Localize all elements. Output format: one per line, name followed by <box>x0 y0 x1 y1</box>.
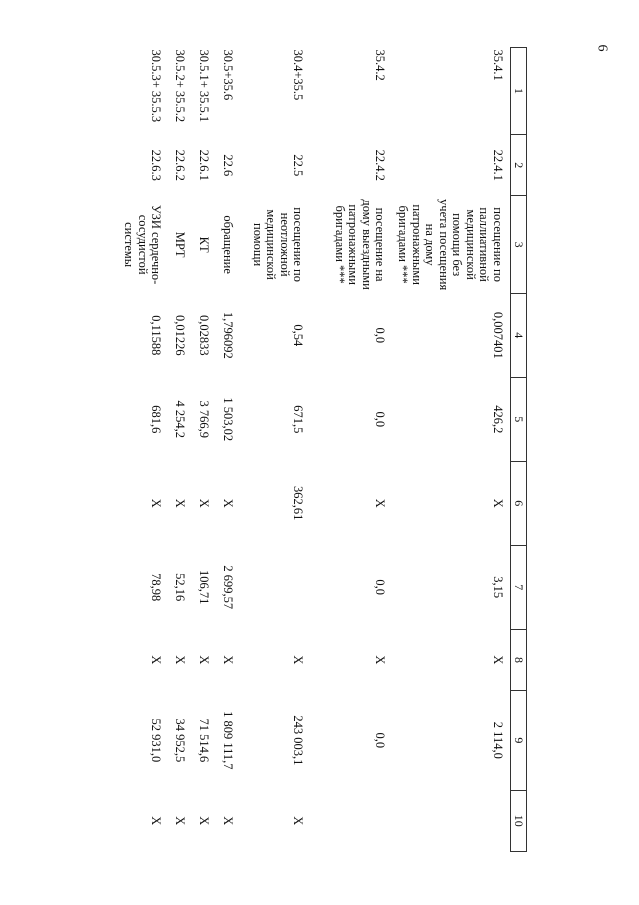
table-cell-c8: X <box>197 655 212 665</box>
table-cell-c9: 52 931,0 <box>149 718 164 763</box>
table-cell-c5: 3 766,9 <box>197 400 212 438</box>
rotated-table-container <box>107 47 527 852</box>
table-cell-c5: 681,6 <box>149 405 164 434</box>
table-row <box>393 48 511 852</box>
table-cell-c6: X <box>149 498 164 508</box>
table-cell-c10: X <box>149 816 164 826</box>
table-header-row <box>511 48 527 852</box>
page-number: 6 <box>594 44 610 52</box>
table-cell-c4: 0,007401 <box>491 311 505 359</box>
table-cell-c1: 30.5.3+ 35.5.3 <box>149 49 164 123</box>
table-cell-c9: 0,0 <box>373 732 388 749</box>
table-cell-c10: X <box>197 816 212 826</box>
table-cell-c8: X <box>491 655 505 665</box>
table-cell-c5: 671,5 <box>291 405 306 434</box>
table-row <box>169 48 193 852</box>
table-cell-c9: 2 114,0 <box>491 721 505 759</box>
table-cell-c5: 4 254,2 <box>173 400 188 438</box>
table-row <box>241 48 311 852</box>
table-cell-c7: 3,15 <box>491 576 505 599</box>
table-cell-c7: 2 699,57 <box>221 565 236 610</box>
table-cell-c7 <box>241 545 311 629</box>
header-cell: 6 <box>511 461 527 545</box>
table-cell-c3: МРТ <box>173 231 188 258</box>
header-cell: 5 <box>511 377 527 461</box>
table-cell-c2: 22.6.1 <box>197 149 212 181</box>
table-cell-c6: X <box>221 498 236 508</box>
header-cell: 3 <box>511 196 527 293</box>
table-cell-c1: 30.4+35.5 <box>291 49 306 101</box>
header-cell: 7 <box>511 545 527 629</box>
table-cell-c9: 34 952,5 <box>173 718 188 763</box>
table-row <box>311 48 393 852</box>
header-cell: 2 <box>511 135 527 196</box>
header-cell: 8 <box>511 629 527 690</box>
table-cell-c3: посещение на дому выездными патронажными бригадами *** <box>333 199 388 290</box>
table-cell-c6: X <box>373 498 388 508</box>
table-cell-c10: X <box>173 816 188 826</box>
header-cell: 10 <box>511 790 527 852</box>
table-cell-c3: посещение по паллиативной медицинской помощи без учета посещения на дому патронажными бригадами *** <box>396 199 505 291</box>
table-cell-c4: 1,796092 <box>221 311 236 359</box>
table-cell-c3: обращение <box>221 215 236 274</box>
table-cell-c7: 78,98 <box>149 573 164 602</box>
table-cell-c9: 71 514,6 <box>197 718 212 763</box>
table-cell-c3: КТ <box>197 236 212 253</box>
table-cell-c2: 22.6 <box>221 154 236 177</box>
table-cell-c7: 0,0 <box>373 579 388 596</box>
table-cell-c9: 243 003,1 <box>291 715 306 766</box>
table-cell-c10: X <box>291 816 306 826</box>
table-cell-c8: X <box>291 655 306 665</box>
table-cell-c3: посещение по неотложной медицинской помощи <box>251 207 306 282</box>
table-cell-c2: 22.6.2 <box>173 149 188 181</box>
table-cell-c3: УЗИ сердечно-сосудистой системы <box>122 204 164 285</box>
table-cell-c4: 0,54 <box>291 324 306 347</box>
table-cell-c4: 0,0 <box>373 327 388 344</box>
table-row <box>193 48 217 852</box>
table-cell-c8: X <box>373 655 388 665</box>
table-cell-c2: 22.4.1 <box>491 149 505 181</box>
table-cell-c4: 0,01226 <box>173 314 188 356</box>
table-cell-c2: 22.5 <box>291 154 306 177</box>
table-cell-c10 <box>311 790 393 852</box>
table-cell-c2: 22.4.2 <box>373 149 388 181</box>
table-cell-c2: 22.6.3 <box>149 149 164 181</box>
table-cell-c1: 30.5+35.6 <box>221 49 236 101</box>
header-cell: 4 <box>511 293 527 377</box>
table-cell-c4: 0,02833 <box>197 314 212 356</box>
table-row <box>217 48 241 852</box>
table-cell-c5: 0,0 <box>373 411 388 428</box>
table-cell-c10 <box>393 790 511 852</box>
header-cell: 9 <box>511 691 527 790</box>
table-cell-c1: 30.5.2+ 35.5.2 <box>173 49 188 123</box>
table-cell-c6: X <box>173 498 188 508</box>
table-cell-c7: 106,71 <box>197 570 212 605</box>
header-cell: 1 <box>511 48 527 135</box>
table-cell-c4: 0,11588 <box>149 315 164 356</box>
table-row <box>120 48 169 852</box>
table-cell-c5: 1 503,02 <box>221 397 236 442</box>
table-cell-c5: 426,2 <box>491 405 505 434</box>
table-cell-c6: X <box>491 498 505 508</box>
table-cell-c10: X <box>221 816 236 826</box>
table-cell-c1: 30.5.1+ 35.5.1 <box>197 49 212 123</box>
table-cell-c6: 362,61 <box>291 486 306 521</box>
table-cell-c8: X <box>221 655 236 665</box>
table-cell-c8: X <box>173 655 188 665</box>
table-cell-c8: X <box>149 655 164 665</box>
data-table <box>120 47 527 852</box>
table-cell-c6: X <box>197 498 212 508</box>
table-cell-c1: 35.4.1 <box>491 49 505 81</box>
table-cell-c7: 52,16 <box>173 573 188 602</box>
table-cell-c1: 35.4.2 <box>373 49 388 81</box>
table-cell-c9: 1 809 111,7 <box>221 711 236 770</box>
